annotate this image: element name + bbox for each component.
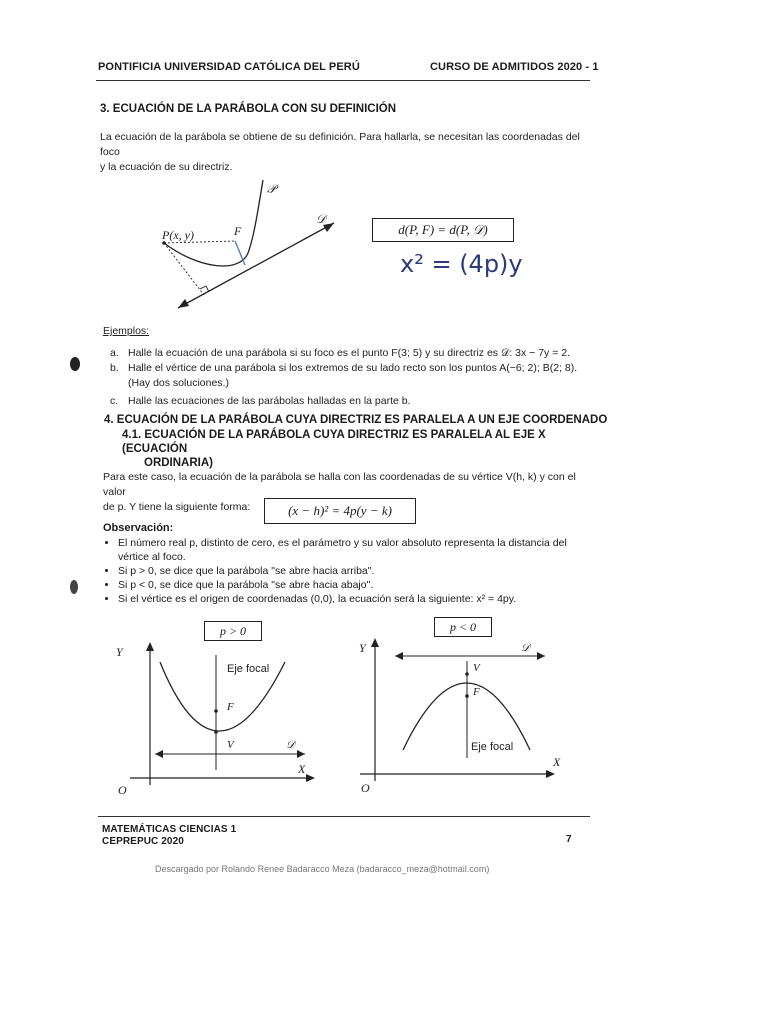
- paragraph-line: y la ecuación de su directriz.: [100, 161, 233, 173]
- directrix-arrow-right: [297, 750, 305, 758]
- focus-point: [214, 709, 218, 713]
- parabola-curve: [164, 180, 263, 266]
- label-x-axis: X: [553, 755, 561, 769]
- subtitle-line: ORDINARIA): [144, 457, 213, 469]
- label-origin: O: [118, 783, 127, 797]
- example-marker: [110, 376, 128, 391]
- y-axis-arrow: [146, 642, 154, 651]
- binder-hole-mark: [70, 580, 78, 594]
- label-focal-axis: Eje focal: [471, 741, 514, 753]
- observation-title: Observación:: [103, 522, 174, 534]
- graph-right-parabola-down: [355, 636, 570, 796]
- paragraph-line: La ecuación de la parábola se obtiene de su definición. Para hallarla, se necesitan las coordenadas del foco: [100, 131, 580, 158]
- label-focus: F: [234, 224, 242, 238]
- vertex-point: [465, 672, 469, 676]
- example-item: [110, 394, 600, 409]
- footer-course-line: MATEMÁTICAS CIENCIAS 1: [102, 824, 237, 835]
- subtitle-line: 4.1. ECUACIÓN DE LA PARÁBOLA CUYA DIRECTRIZ ES PARALELA AL EJE X (ECUACIÓN: [122, 429, 546, 455]
- directrix-arrow-left: [155, 750, 163, 758]
- graph-right-label-box: p < 0: [434, 617, 492, 637]
- observations-list: [104, 536, 596, 606]
- binder-hole-mark: [70, 357, 80, 371]
- footer-course-line: CEPREPUC 2020: [102, 836, 184, 847]
- label-focal-axis: Eje focal: [227, 663, 270, 675]
- example-marker: c.: [110, 395, 119, 407]
- label-y-axis: Y: [116, 645, 123, 659]
- vertex-point: [214, 730, 218, 734]
- label-directrix: 𝒟: [316, 212, 326, 226]
- section-4-1-title: [122, 428, 592, 470]
- university-name: PONTIFICIA UNIVERSIDAD CATÓLICA DEL PERÚ: [98, 61, 360, 73]
- handwritten-note: x² = (4p)y: [400, 250, 523, 278]
- observation-item: • El número real p, distinto de cero, es el parámetro y su valor absoluto representa la distancia del vértice al foco.: [118, 536, 596, 564]
- footer-course: [102, 824, 236, 848]
- example-item: [110, 361, 600, 376]
- graph-left-label-box: p > 0: [204, 621, 262, 641]
- example-marker: b.: [110, 362, 119, 374]
- paragraph-line: de p. Y tiene la siguiente forma:: [103, 501, 251, 513]
- page-number: 7: [566, 834, 572, 845]
- directrix-arrow-left: [395, 652, 403, 660]
- example-text: Halle el vértice de una parábola si los extremos de su lado recto son los puntos A(−6; 2); B(2; 8).: [128, 362, 578, 374]
- focus-point: [465, 694, 469, 698]
- label-vertex: V: [227, 739, 234, 751]
- course-name: CURSO DE ADMITIDOS 2020 - 1: [430, 61, 599, 73]
- directrix-arrow-right: [537, 652, 545, 660]
- example-text: Halle las ecuaciones de las parábolas halladas en la parte b.: [128, 395, 411, 407]
- label-point-p: P(x, y): [162, 228, 194, 242]
- observation-item: • Si p > 0, se dice que la parábola "se abre hacia arriba".: [118, 564, 596, 578]
- x-axis-arrow: [546, 770, 555, 778]
- example-text: Halle la ecuación de una parábola si su foco es el punto F(3; 5) y su directriz es 𝒟: 3x − 7y = 2.: [128, 347, 571, 359]
- directrix-line: [178, 223, 334, 308]
- footer-rule: [98, 816, 590, 817]
- download-note: Descargado por Rolando Renee Badaracco Meza (badaracco_meza@hotmail.com): [155, 864, 490, 874]
- directrix-arrow-tail: [178, 299, 189, 308]
- observation-item: • Si el vértice es el origen de coordenadas (0,0), la ecuación será la siguiente: x² = 4py.: [118, 592, 596, 606]
- example-text: (Hay dos soluciones.): [128, 377, 229, 389]
- definition-box: d(P, F) = d(P, 𝒟): [372, 218, 514, 242]
- section-3-title: 3. ECUACIÓN DE LA PARÁBOLA CON SU DEFINICIÓN: [100, 103, 397, 115]
- equation-box: (x − h)² = 4p(y − k): [264, 498, 416, 524]
- section-3-paragraph: [100, 130, 600, 175]
- label-focus: F: [227, 701, 234, 713]
- segment-pd: [164, 243, 204, 295]
- label-curve: 𝒫: [267, 182, 276, 196]
- parabola-definition-figure: [140, 175, 360, 315]
- label-focus: F: [473, 686, 480, 698]
- header-rule: [96, 80, 590, 81]
- examples-title: Ejemplos:: [103, 325, 150, 337]
- label-origin: O: [361, 781, 370, 795]
- label-directrix: 𝒟: [521, 642, 530, 654]
- observation-item: • Si p < 0, se dice que la parábola "se abre hacia abajo".: [118, 578, 596, 592]
- examples-list: [110, 346, 600, 409]
- example-marker: a.: [110, 347, 119, 359]
- example-item: [110, 346, 600, 361]
- label-y-axis: Y: [359, 641, 366, 655]
- graph-left-parabola-up: [110, 640, 325, 800]
- paragraph-line: Para este caso, la ecuación de la parábola se halla con las coordenadas de su vértice V(h, k) y con el valor: [103, 471, 576, 498]
- x-axis-arrow: [306, 774, 315, 782]
- y-axis-arrow: [371, 638, 379, 647]
- label-vertex: V: [473, 662, 480, 674]
- label-directrix: 𝒟: [286, 739, 295, 751]
- example-item: [110, 376, 600, 391]
- label-x-axis: X: [298, 762, 306, 776]
- section-4-title: 4. ECUACIÓN DE LA PARÁBOLA CUYA DIRECTRIZ ES PARALELA A UN EJE COORDENADO: [104, 414, 608, 426]
